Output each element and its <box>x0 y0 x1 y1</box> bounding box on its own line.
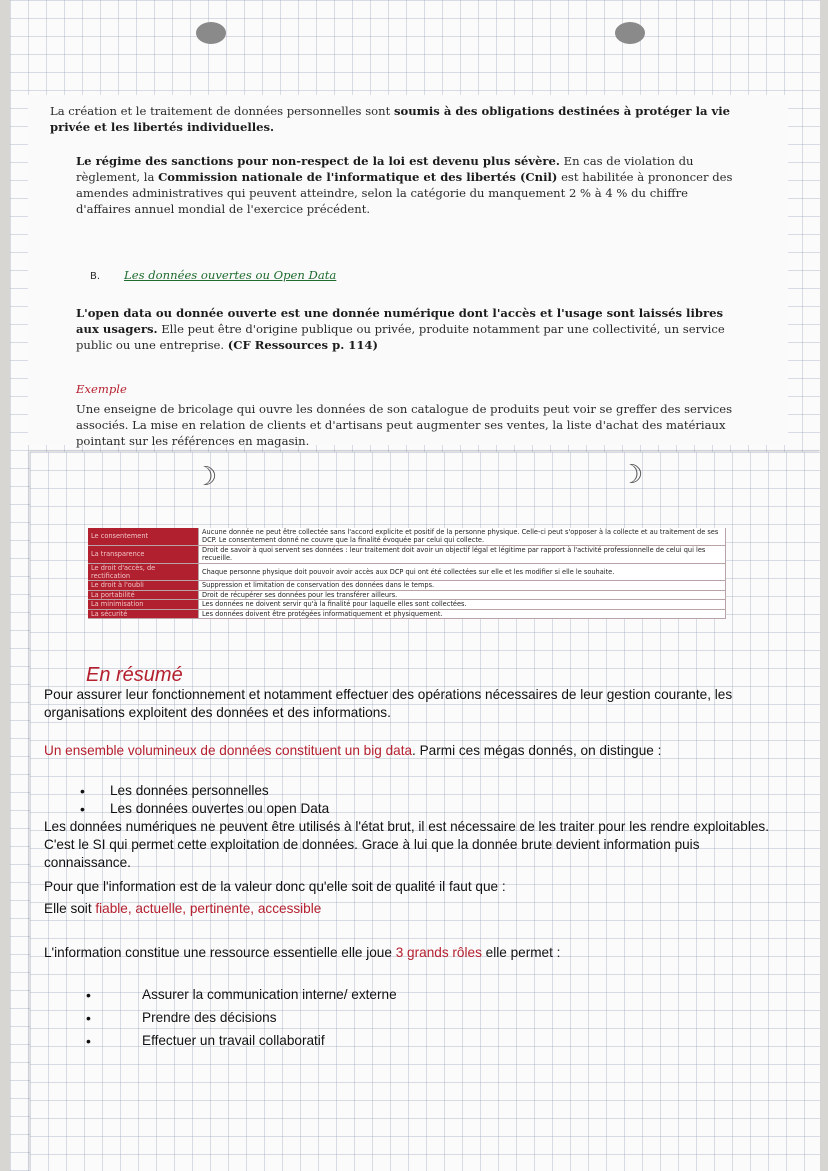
list-item <box>86 1032 586 1050</box>
ring-right: ☽ <box>620 460 644 490</box>
table-row <box>88 563 726 581</box>
ring-left: ☽ <box>194 462 218 492</box>
table-row-description: Les données doivent être protégées informatiquement et physiquement. <box>199 609 726 618</box>
table-row <box>88 609 726 618</box>
table-row <box>88 545 726 563</box>
table-row-description: Les données ne doivent servir qu'à la finalité pour laquelle elles sont collectées. <box>199 600 726 609</box>
sanctions-paragraph: Le régime des sanctions pour non-respect de la loi est devenu plus sévère. En cas de violation du règlement, la Commission nationale de l'informatique et des libertés (Cnil) est habilitée à prononcer des amendes administratives qui peuvent atteindre, selon la catégorie du manquement 2 % à 4 % du chiffre d'affaires annuel mondial de l'exercice précédent. <box>76 154 733 216</box>
list-item <box>86 1009 586 1027</box>
summary-paragraph-1: Pour assurer leur fonctionnement et notamment effectuer des opérations nécessaires de leur gestion courante, les organisations exploitent des données et des informations. <box>44 687 733 720</box>
punch-hole-right <box>615 22 645 44</box>
summary-paragraph-2: Un ensemble volumineux de données constituent un big data. Parmi ces mégas donnés, on distingue : <box>44 743 662 758</box>
data-rights-table <box>88 528 726 619</box>
list-item-text: Assurer la communication interne/ externe <box>142 987 397 1002</box>
table-row <box>88 590 726 599</box>
bullet-icon: • <box>80 783 85 799</box>
list-item <box>80 800 480 818</box>
bullet-icon: • <box>86 1010 91 1026</box>
intro-paragraph: La création et le traitement de données personnelles sont soumis à des obligations destinées à protéger la vie privée et les libertés individuelles. <box>50 104 731 134</box>
table-row-label: La minimisation <box>88 600 199 609</box>
table-row-label: Le droit à l'oubli <box>88 581 199 590</box>
section-b-title: Les données ouvertes ou Open Data <box>124 268 337 282</box>
punch-hole-left <box>196 22 226 44</box>
lower-notebook-page <box>30 452 820 1171</box>
summary-paragraph-4: Pour que l'information est de la valeur donc qu'elle soit de qualité il faut que : <box>44 879 506 894</box>
table-row-label: La portabilité <box>88 590 199 599</box>
table-row-label: La sécurité <box>88 609 199 618</box>
data-types-list <box>80 782 480 818</box>
list-item-text: Les données personnelles <box>110 783 269 798</box>
bullet-icon: • <box>86 1033 91 1049</box>
summary-paragraph-5: Elle soit fiable, actuelle, pertinente, accessible <box>44 901 322 916</box>
table-row-description: Chaque personne physique doit pouvoir avoir accès aux DCP qui ont été collectées sur elle et les modifier si elle le souhaite. <box>199 563 726 581</box>
information-roles-list <box>86 986 586 1055</box>
bullet-icon: • <box>86 987 91 1003</box>
list-item-text: Prendre des décisions <box>142 1010 277 1025</box>
summary-paragraph-3: Les données numériques ne peuvent être utilisés à l'état brut, il est nécessaire de les traiter pour les rendre exploitables. C'est le SI qui permet cette exploitation de données. Grace à lui que la donnée brute devient information puis connaissance. <box>44 819 769 870</box>
table-row-label: Le consentement <box>88 528 199 545</box>
upper-printout <box>28 95 788 448</box>
list-item <box>80 782 480 800</box>
open-data-definition: L'open data ou donnée ouverte est une donnée numérique dont l'accès et l'usage sont laissés libres aux usagers. Elle peut être d'origine publique ou privée, produite notamment par une collectivité, un service public ou une entreprise. (CF Ressources p. 114) <box>76 306 725 352</box>
table-row-label: Le droit d'accès, de rectification <box>88 563 199 581</box>
table-row <box>88 581 726 590</box>
list-item-text: Les données ouvertes ou open Data <box>110 801 330 816</box>
table-row <box>88 528 726 545</box>
example-text: Une enseigne de bricolage qui ouvre les données de son catalogue de produits peut voir se greffer des services associés. La mise en relation de clients et d'artisans peut augmenter ses ventes, la liste d'achat des matériaux pointant sur les références en magasin. <box>76 402 733 448</box>
table-row <box>88 600 726 609</box>
summary-paragraph-6: L'information constitue une ressource essentielle elle joue 3 grands rôles elle permet : <box>44 945 561 960</box>
list-item-text: Effectuer un travail collaboratif <box>142 1033 325 1048</box>
table-row-description: Suppression et limitation de conservation des données dans le temps. <box>199 581 726 590</box>
table-row-label: La transparence <box>88 545 199 563</box>
list-item <box>86 986 586 1004</box>
section-b-heading: B. Les données ouvertes ou Open Data <box>90 268 337 282</box>
table-row-description: Droit de récupérer ses données pour les transférer ailleurs. <box>199 590 726 599</box>
summary-title: En résumé <box>86 664 183 686</box>
table-row-description: Droit de savoir à quoi servent ses données : leur traitement doit avoir un objectif légal et légitime par rapport à l'activité professionnelle de celui qui les recueille. <box>199 545 726 563</box>
example-label: Exemple <box>76 382 127 396</box>
bullet-icon: • <box>80 801 85 817</box>
table-row-description: Aucune donnée ne peut être collectée sans l'accord explicite et positif de la personne physique. Celle-ci peut s'opposer à la collecte et au traitement de ses DCP. Le consentement donné ne couvre que la finalité évoquée par celui qui collecte. <box>199 528 726 545</box>
